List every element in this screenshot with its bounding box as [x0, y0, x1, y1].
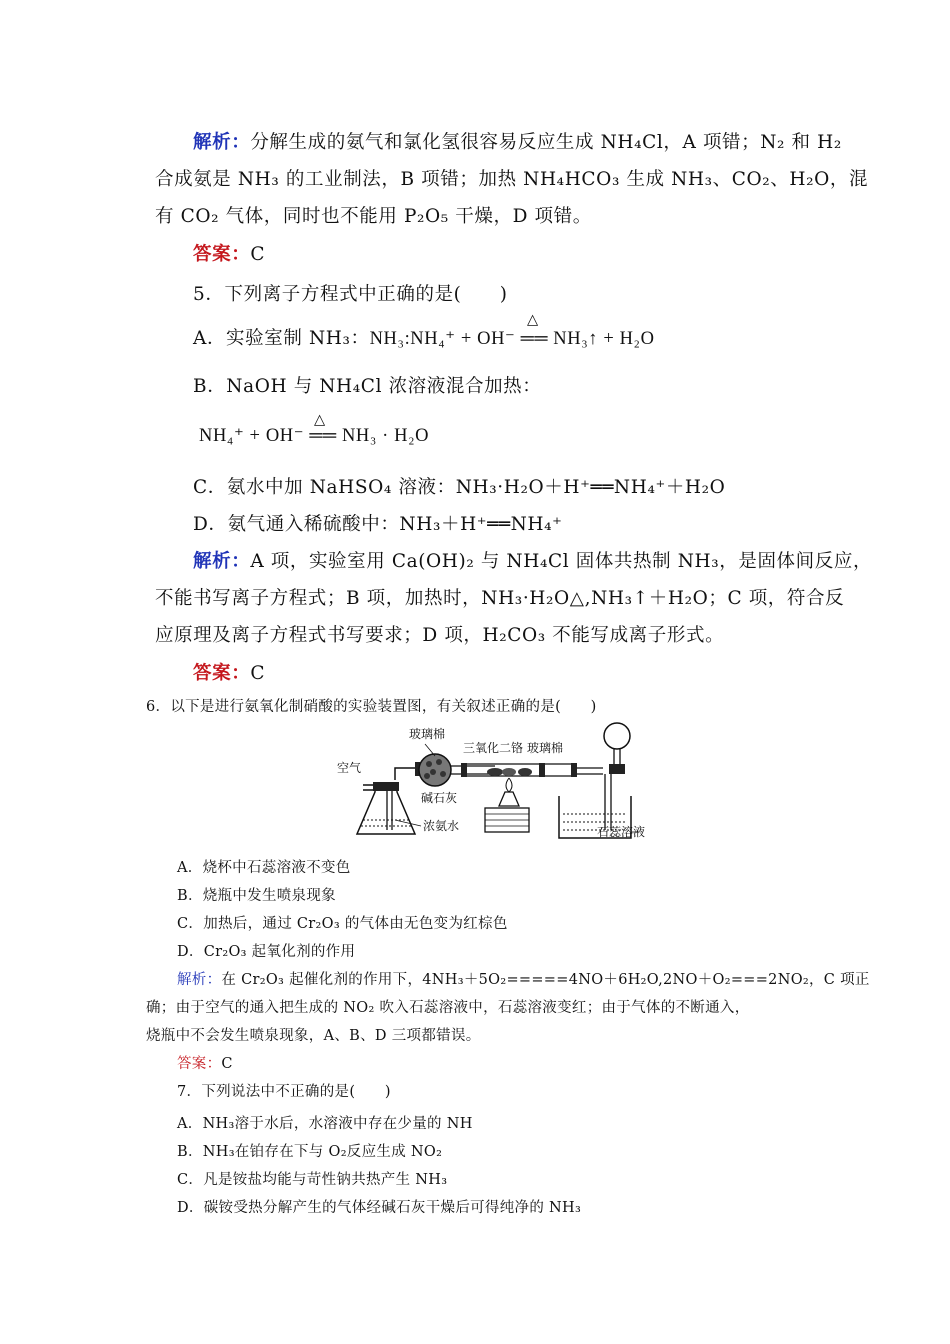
apparatus-diagram [335, 722, 665, 844]
answer-value: C [250, 663, 266, 684]
label-glass-wool-2: 玻璃棉 [527, 741, 564, 755]
analysis-label: 解析： [193, 551, 251, 572]
q5-stem: 5．下列离子方程式中正确的是( ) [193, 284, 508, 305]
q4-analysis-line-2: 合成氨是 NH₃ 的工业制法，B 项错；加热 NH₄HCO₃ 生成 NH₃、CO₂、H₂O，混 [155, 169, 869, 190]
label-glass-wool-1: 玻璃棉 [409, 727, 446, 741]
answer-value: C [250, 244, 266, 265]
q7-option-b: B．NH₃在铂存在下与 O₂反应生成 NO₂ [177, 1144, 443, 1160]
q5-answer [193, 659, 265, 685]
q5-option-b-equation: NH₄⁺ + OH⁻ ══ NH₃ · H₂O [199, 426, 430, 446]
q5-option-a [193, 324, 655, 350]
analysis-label: 解析： [177, 972, 222, 988]
delta-sign-a: △ [527, 312, 539, 328]
q5-option-b: B．NaOH 与 NH₄Cl 浓溶液混合加热： [193, 376, 542, 397]
q5-analysis-line-2: 不能书写离子方程式；B 项，加热时，NH₃·H₂O△,NH₃↑＋H₂O；C 项，符合反 [155, 588, 845, 609]
label-litmus: 石蕊溶液 [597, 825, 646, 839]
option-a-label: A．实验室制 NH₃： [193, 328, 370, 349]
q5-option-d: D．氨气通入稀硫酸中：NH₃＋H⁺══NH₄⁺ [193, 514, 563, 535]
q7-option-d: D．碳铵受热分解产生的气体经碱石灰干燥后可得纯净的 NH₃ [177, 1200, 582, 1216]
q6-analysis-line-2: 确；由于空气的通入把生成的 NO₂ 吹入石蕊溶液中，石蕊溶液变红；由于气体的不断通入， [146, 1000, 750, 1016]
label-soda-lime: 碱石灰 [421, 791, 458, 805]
q7-stem: 7．下列说法中不正确的是( ) [177, 1084, 391, 1100]
label-cr2o3: 三氧化二铬 [463, 741, 524, 755]
q6-answer [177, 1052, 233, 1073]
analysis-text: 分解生成的氨气和氯化氢很容易反应生成 NH₄Cl，A 项错；N₂ 和 H₂ [250, 132, 842, 153]
label-air: 空气 [337, 761, 362, 775]
analysis-text: 在 Cr₂O₃ 起催化剂的作用下，4NH₃＋5O₂=====4NO＋6H₂O,2NO＋O₂===2NO₂，C 项正 [221, 972, 870, 988]
q6-option-b: B．烧瓶中发生喷泉现象 [177, 888, 336, 904]
analysis-text: A 项，实验室用 Ca(OH)₂ 与 NH₄Cl 固体共热制 NH₃，是固体间反应， [250, 551, 873, 572]
answer-label: 答案： [193, 244, 251, 265]
q5-analysis-line-1 [193, 547, 872, 573]
q5-option-c: C．氨水中加 NaHSO₄ 溶液：NH₃·H₂O＋H⁺══NH₄⁺＋H₂O [193, 477, 726, 498]
q7-option-a: A．NH₃溶于水后，水溶液中存在少量的 NH [177, 1116, 473, 1132]
q6-option-c: C．加热后，通过 Cr₂O₃ 的气体由无色变为红棕色 [177, 916, 508, 932]
answer-value: C [221, 1056, 233, 1072]
q6-stem: 6．以下是进行氨氧化制硝酸的实验装置图，有关叙述正确的是( ) [146, 699, 597, 715]
label-ammonia: 浓氨水 [423, 819, 460, 833]
option-a-equation: NH₃:NH₄⁺ + OH⁻ ══ NH₃↑ + H₂O [369, 329, 655, 349]
analysis-label: 解析： [193, 132, 251, 153]
q4-analysis-line-1 [193, 128, 842, 154]
answer-label: 答案： [177, 1056, 222, 1072]
q7-option-c: C．凡是铵盐均能与苛性钠共热产生 NH₃ [177, 1172, 448, 1188]
answer-label: 答案： [193, 663, 251, 684]
q6-analysis-line-1 [177, 968, 870, 989]
q4-analysis-line-3: 有 CO₂ 气体，同时也不能用 P₂O₅ 干燥，D 项错。 [155, 206, 592, 227]
q6-option-d: D．Cr₂O₃ 起氧化剂的作用 [177, 944, 356, 960]
q5-analysis-line-3: 应原理及离子方程式书写要求；D 项，H₂CO₃ 不能写成离子形式。 [155, 625, 725, 646]
delta-sign-b: △ [314, 412, 326, 428]
q6-analysis-line-3: 烧瓶中不会发生喷泉现象，A、B、D 三项都错误。 [146, 1028, 481, 1044]
q4-answer [193, 240, 265, 266]
q6-option-a: A．烧杯中石蕊溶液不变色 [177, 860, 351, 876]
